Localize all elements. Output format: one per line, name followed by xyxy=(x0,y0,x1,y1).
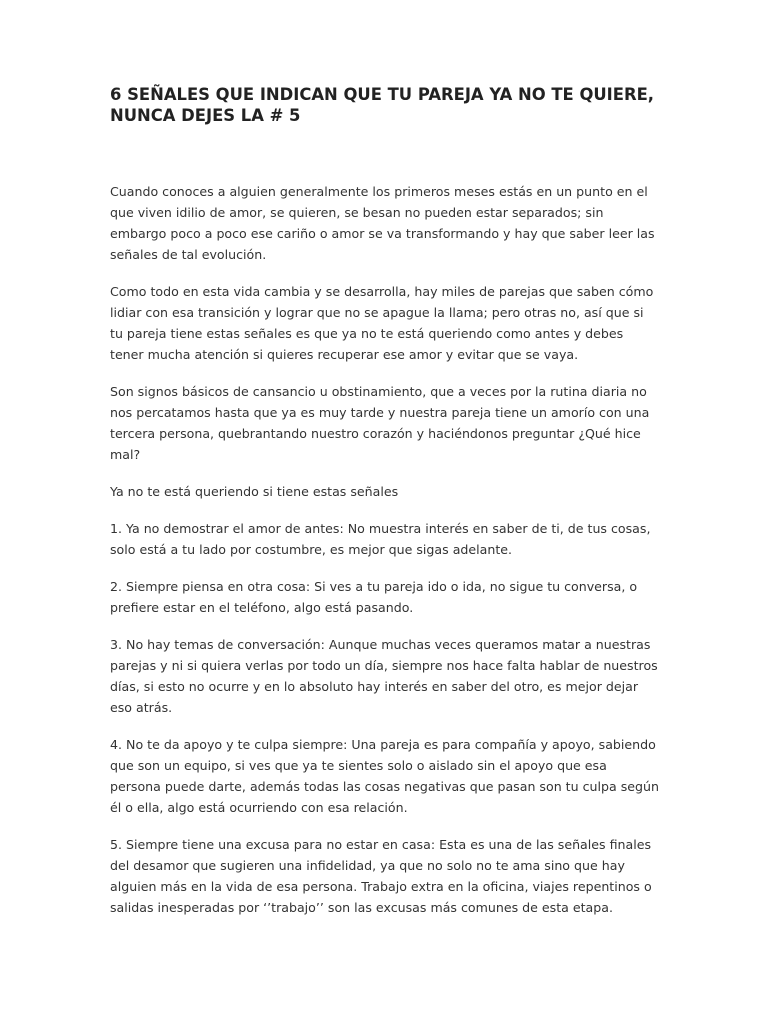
document-title: 6 SEÑALES QUE INDICAN QUE TU PAREJA YA NO TE QUIERE, NUNCA DEJES LA # 5 xyxy=(110,85,655,125)
list-item-4: 4. No te da apoyo y te culpa siempre: Una pareja es para compañía y apoyo, sabiendo que son un equipo, si ves que ya te sientes solo o aislado sin el apoyo que esa persona puede darte, además todas las cosas negativas que pasan son tu culpa según él o ella, algo está ocurriendo con esa relación. xyxy=(110,737,659,815)
paragraph-list-intro: Ya no te está queriendo si tiene estas señales xyxy=(110,484,399,499)
list-item-1: 1. Ya no demostrar el amor de antes: No muestra interés en saber de ti, de tus cosas, solo está a tu lado por costumbre, es mejor que sigas adelante. xyxy=(110,521,651,557)
paragraph-change: Como todo en esta vida cambia y se desarrolla, hay miles de parejas que saben cómo lidiar con esa transición y lograr que no se apague la llama; pero otras no, así que si tu pareja tiene estas señales es que ya no te está queriendo como antes y debes tener mucha atención si quieres recuperar ese amor y evitar que se vaya. xyxy=(110,284,654,362)
list-item-5: 5. Siempre tiene una excusa para no estar en casa: Esta es una de las señales finales del desamor que sugieren una infidelidad, ya que no solo no te ama sino que hay alguien más en la vida de esa persona. Trabajo extra en la oficina, viajes repentinos o salidas inesperadas por ‘’trabajo’’ son las excusas más comunes de esta etapa. xyxy=(110,837,652,915)
list-item-3: 3. No hay temas de conversación: Aunque muchas veces queramos matar a nuestras parejas y ni si quiera verlas por todo un día, siempre nos hace falta hablar de nuestros días, si esto no ocurre y en lo absoluto hay interés en saber del otro, es mejor dejar eso atrás. xyxy=(110,637,658,715)
document-page xyxy=(110,84,660,934)
list-item-2: 2. Siempre piensa en otra cosa: Si ves a tu pareja ido o ida, no sigue tu conversa, o prefiere estar en el teléfono, algo está pasando. xyxy=(110,579,638,615)
paragraph-signs: Son signos básicos de cansancio u obstinamiento, que a veces por la rutina diaria no nos percatamos hasta que ya es muy tarde y nuestra pareja tiene un amorío con una tercera persona, quebrantando nuestro corazón y haciéndonos preguntar ¿Qué hice mal? xyxy=(110,384,650,462)
document-body xyxy=(110,181,660,918)
paragraph-intro: Cuando conoces a alguien generalmente los primeros meses estás en un punto en el que viven idilio de amor, se quieren, se besan no pueden estar separados; sin embargo poco a poco ese cariño o amor se va transformando y hay que saber leer las señales de tal evolución. xyxy=(110,184,655,262)
